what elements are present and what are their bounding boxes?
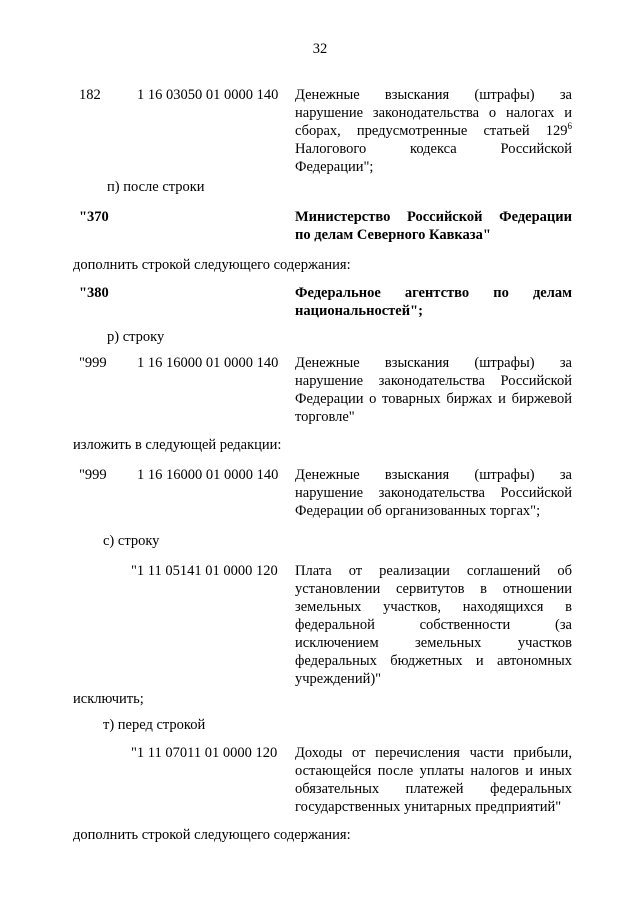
row2-description [295, 208, 572, 244]
t-label: т) перед строкой [103, 717, 206, 733]
row7-line-3: обязательных платежей федеральных [295, 781, 572, 797]
row5-code1: "999 [79, 467, 107, 483]
row4-description [295, 354, 572, 426]
row7-line-1: Доходы от перечисления части прибыли, [295, 745, 572, 761]
row5-line-2: нарушение законодательства Российской [295, 485, 572, 501]
row7-line-4: государственных унитарных предприятий" [295, 799, 562, 815]
add-line-1: дополнить строкой следующего содержания: [73, 257, 351, 273]
row2-code1: "370 [79, 209, 109, 225]
row6-line-3: земельных участков, находящихся в [295, 599, 572, 615]
row2-line-1: Министерство Российской Федерации [295, 209, 572, 225]
row6-code2: "1 11 05141 01 0000 120 [131, 563, 278, 579]
page-number: 32 [312, 41, 328, 57]
row4-code1: "999 [79, 355, 107, 371]
row4-code2: 1 16 16000 01 0000 140 [137, 355, 279, 371]
row4-line-4: торговле" [295, 409, 355, 425]
add-line-2: дополнить строкой следующего содержания: [73, 827, 351, 843]
row3-description [295, 284, 572, 320]
row6-line-6: федеральных бюджетных и автономных [295, 653, 572, 669]
row1-code1: 182 [79, 87, 101, 103]
row3-line-1: Федеральное агентство по делам [295, 285, 572, 301]
p-label: п) после строки [107, 179, 205, 195]
row7-code2: "1 11 07011 01 0000 120 [131, 745, 278, 761]
row1-line-1: Денежные взыскания (штрафы) за [295, 87, 572, 103]
row4-line-3: Федерации о товарных биржах и биржевой [295, 391, 572, 407]
row7-line-2: остающейся после уплаты налогов и иных [295, 763, 572, 779]
row1-line-3-text: сборах, предусмотренные статьей 129 [295, 123, 568, 139]
row7-description [295, 744, 572, 816]
row6-line-5: исключением земельных участков [295, 635, 572, 651]
row6-description [295, 562, 572, 688]
row2-line-2: по делам Северного Кавказа" [295, 227, 491, 243]
row6-line-2: установлении сервитутов в отношении [295, 581, 572, 597]
r-label: р) строку [107, 329, 165, 345]
row1-line-2: нарушение законодательства о налогах и [295, 105, 572, 121]
row3-line-2: национальностей"; [295, 303, 423, 319]
row5-line-3: Федерации об организованных торгах"; [295, 503, 541, 519]
row5-description [295, 466, 572, 520]
row6-line-4: федеральной собственности (за [295, 617, 572, 633]
row5-code2: 1 16 16000 01 0000 140 [137, 467, 279, 483]
row1-description [295, 86, 572, 176]
row6-line-7: учреждений)" [295, 671, 382, 687]
edit-label: изложить в следующей редакции: [73, 437, 282, 453]
exclude-label: исключить; [73, 691, 144, 707]
row1-line-4: Налогового кодекса Российской [295, 141, 572, 157]
row3-code1: "380 [79, 285, 109, 301]
s-label: с) строку [103, 533, 160, 549]
row1-line-3 [295, 122, 572, 140]
row1-superscript: 6 [567, 121, 572, 131]
row5-line-1: Денежные взыскания (штрафы) за [295, 467, 572, 483]
row4-line-2: нарушение законодательства Российской [295, 373, 572, 389]
row4-line-1: Денежные взыскания (штрафы) за [295, 355, 572, 371]
row6-line-1: Плата от реализации соглашений об [295, 563, 572, 579]
row1-code2: 1 16 03050 01 0000 140 [137, 87, 279, 103]
row1-line-5: Федерации"; [295, 159, 374, 175]
